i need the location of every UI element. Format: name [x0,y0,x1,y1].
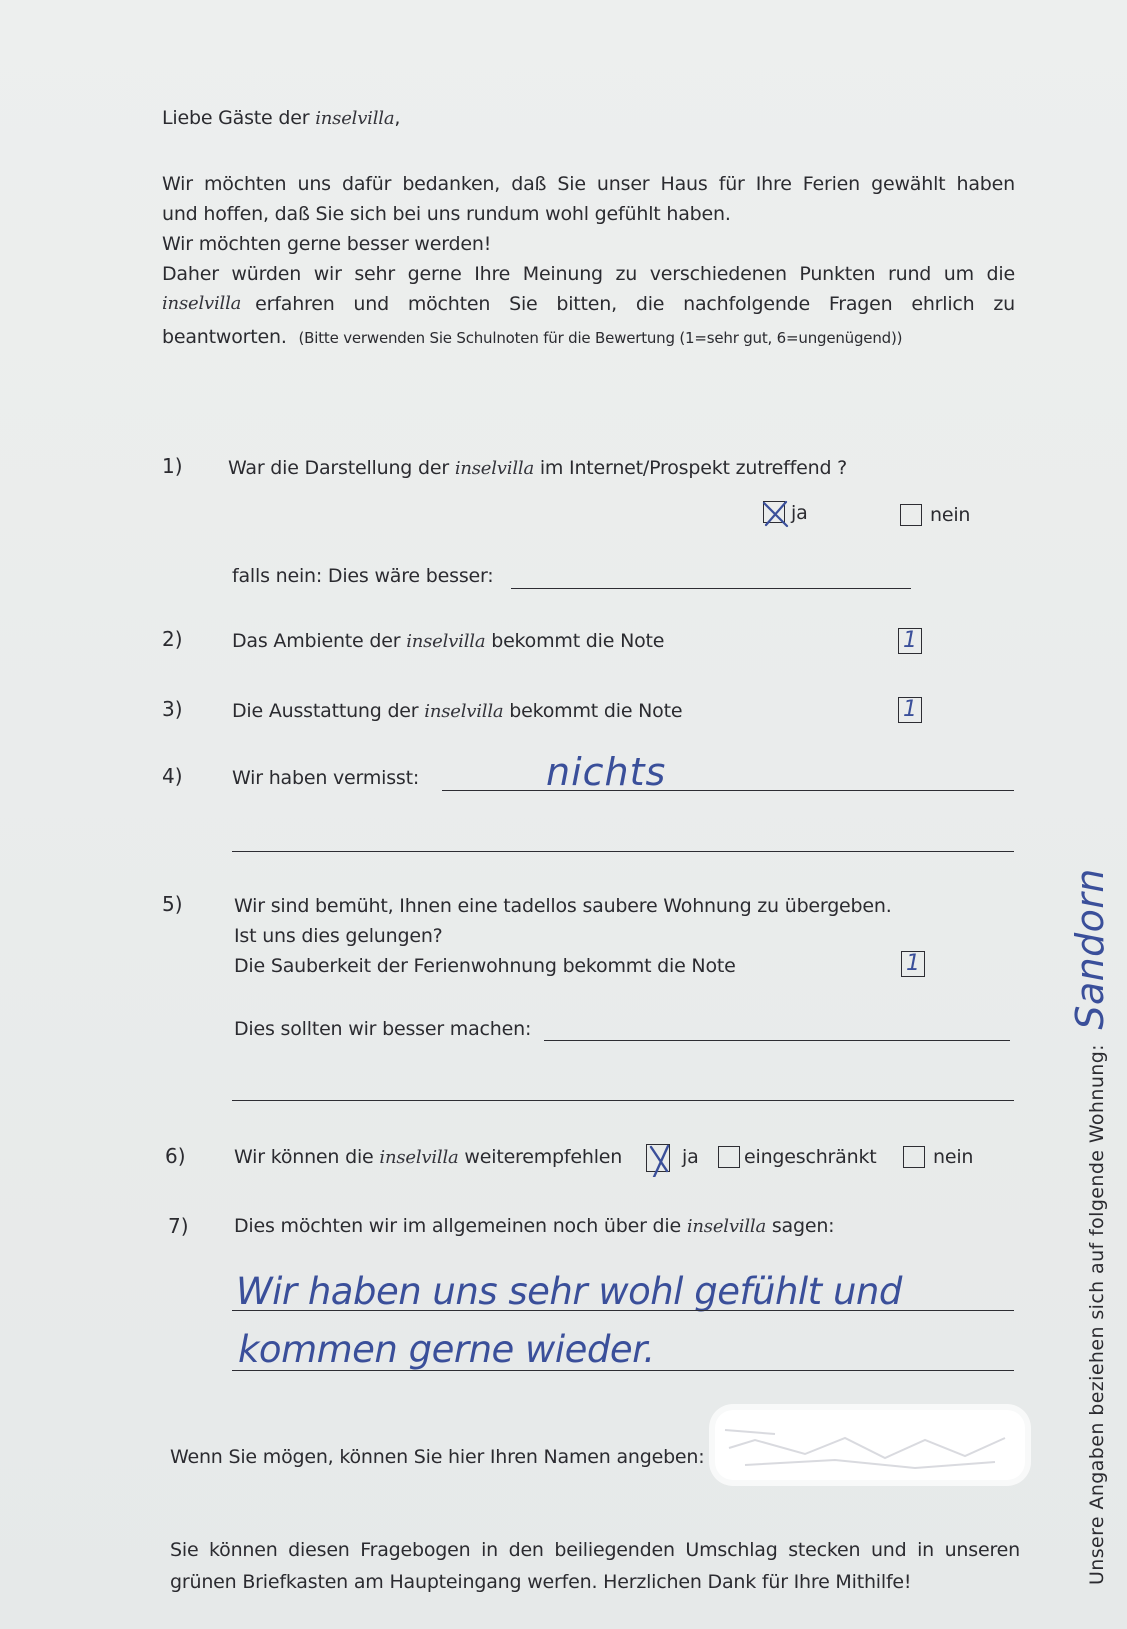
q1-number: 1) [162,454,183,478]
intro-line-6 [162,325,902,350]
intro-line-4: Daher würden wir sehr gerne Ihre Meinung zu verschiedenen Punkten rund um die [162,263,1015,285]
q6-no-label: nein [933,1146,974,1168]
greeting-suffix: , [394,107,401,129]
intro-line-5-text: erfahren und möchten Sie bitten, die nachfolgende Fragen ehrlich zu [255,293,1015,315]
q3-text [232,699,682,724]
q4-answer-line[interactable] [442,790,1014,791]
q6-text [234,1145,622,1170]
brand-name: inselvilla [686,1216,766,1237]
greeting-prefix: Liebe Gäste der [162,107,310,129]
brand-name: inselvilla [454,458,534,479]
intro-answer-word: beantworten. [162,326,287,348]
q2-text [232,629,664,654]
q5-grade-box[interactable]: 1 [901,951,925,977]
q1-no-label: nein [930,504,971,526]
q2-text-after: bekommt die Note [491,630,665,652]
intro-line-5 [162,292,1015,316]
q1-yes-label: ja [791,502,808,524]
q1-followup-label: falls nein: Dies wäre besser: [232,565,494,587]
q6-text-before: Wir können die [234,1146,374,1168]
q4-answer: nichts [546,750,667,794]
brand-name: inselvilla [162,293,242,314]
q1-text-after: im Internet/Prospekt zutreffend ? [539,457,848,479]
side-note-label: Unsere Angaben beziehen sich auf folgende Wohnung: [1086,1044,1108,1585]
q5-improve-label: Dies sollten wir besser machen: [234,1018,532,1040]
name-prompt: Wenn Sie mögen, können Sie hier Ihren Namen angeben: [170,1446,705,1468]
q6-yes-checkbox[interactable] [646,1144,670,1172]
q1-text [228,456,847,481]
q1-yes-checkbox[interactable] [763,501,785,523]
grading-note: (Bitte verwenden Sie Schulnoten für die Bewertung (1=sehr gut, 6=ungenügend)) [298,329,903,347]
intro-line-3: Wir möchten gerne besser werden! [162,233,492,255]
check-cross-icon [644,1141,674,1177]
q7-number: 7) [168,1214,189,1238]
q3-text-before: Die Ausstattung der [232,700,419,722]
q2-number: 2) [162,627,183,651]
q7-answer-line-1: Wir haben uns sehr wohl gefühlt und [236,1270,902,1313]
q5-number: 5) [162,892,183,916]
q1-no-checkbox[interactable] [900,504,922,526]
brand-name: inselvilla [424,701,504,722]
q5-improve-line[interactable] [544,1040,1010,1041]
brand-name: inselvilla [315,108,395,129]
q1-followup-line[interactable] [511,588,911,589]
q6-no-checkbox[interactable] [903,1146,925,1168]
q7-answer-rule-1[interactable] [232,1310,1014,1311]
q5-improve-line-2[interactable] [232,1100,1014,1101]
q4-label: Wir haben vermisst: [232,767,420,789]
q6-limited-label: eingeschränkt [744,1146,877,1168]
brand-name: inselvilla [406,631,486,652]
intro-line-1: Wir möchten uns dafür bedanken, daß Sie unser Haus für Ihre Ferien gewählt haben [162,173,1015,195]
q7-text-after: sagen: [771,1215,835,1237]
apartment-name: Sandorn [1068,868,1112,1030]
q4-answer-line-2[interactable] [232,851,1014,852]
brand-name: inselvilla [379,1147,459,1168]
q6-limited-checkbox[interactable] [718,1146,740,1168]
check-cross-icon [761,498,791,530]
q6-number: 6) [165,1144,186,1168]
q4-number: 4) [162,764,183,788]
q7-text [234,1214,834,1239]
redaction-scribble-icon [715,1410,1025,1480]
q7-answer-rule-2[interactable] [232,1370,1014,1371]
q6-text-after: weiterempfehlen [464,1146,623,1168]
q2-text-before: Das Ambiente der [232,630,401,652]
q5-line-1: Wir sind bemüht, Ihnen eine tadellos saubere Wohnung zu übergeben. [234,895,892,917]
closing-line-2: grünen Briefkasten am Haupteingang werfen. Herzlichen Dank für Ihre Mithilfe! [170,1571,912,1593]
q3-grade-box[interactable]: 1 [898,697,922,723]
q2-grade-box[interactable]: 1 [898,628,922,654]
q3-text-after: bekommt die Note [509,700,683,722]
q1-text-before: War die Darstellung der [228,457,449,479]
intro-line-2: und hoffen, daß Sie sich bei uns rundum wohl gefühlt haben. [162,203,731,225]
q7-answer-line-2: kommen gerne wieder. [238,1328,655,1371]
closing-line-1: Sie können diesen Fragebogen in den beiliegenden Umschlag stecken und in unseren [170,1539,1020,1561]
q5-line-3: Die Sauberkeit der Ferienwohnung bekommt die Note [234,955,736,977]
redacted-name [715,1410,1025,1480]
q3-number: 3) [162,697,183,721]
apartment-side-note [1068,868,1112,1585]
q6-yes-label: ja [682,1146,699,1168]
q7-text-before: Dies möchten wir im allgemeinen noch über die [234,1215,681,1237]
greeting [162,106,400,131]
q5-line-2: Ist uns dies gelungen? [234,925,443,947]
